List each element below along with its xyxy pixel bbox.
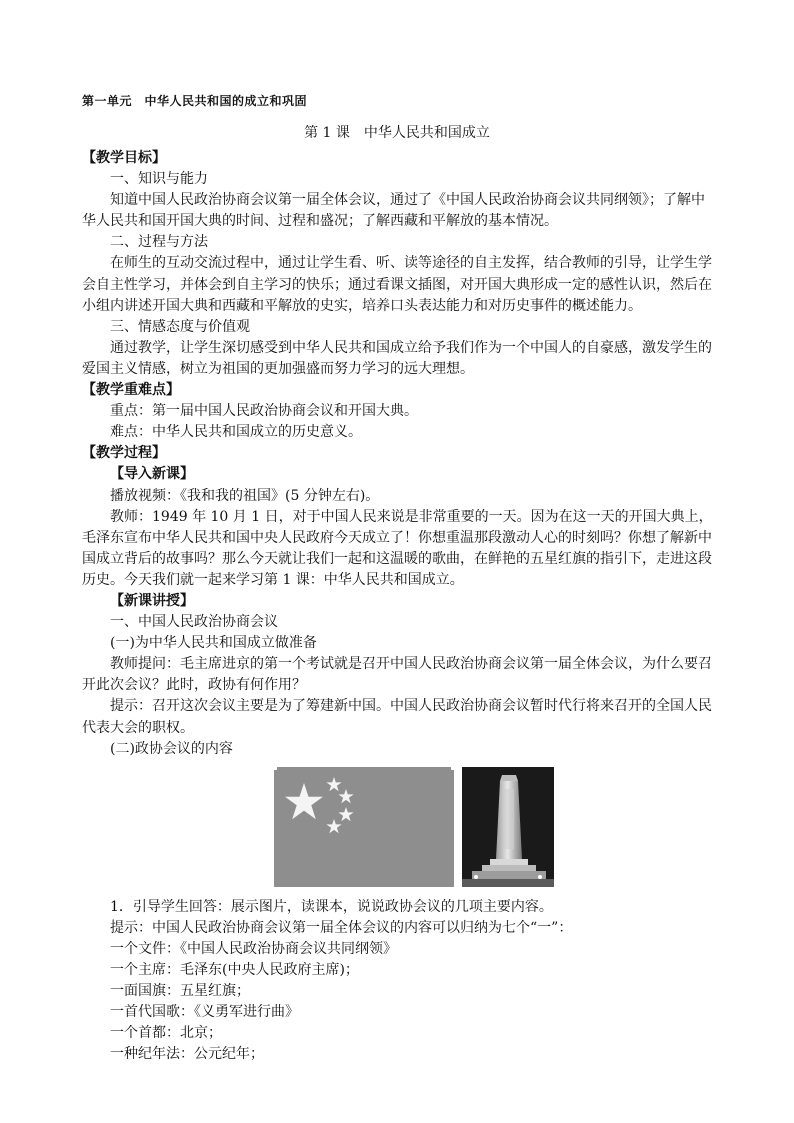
paragraph: 播放视频：《我和我的祖国》(5 分钟左右)。 — [110, 487, 380, 504]
paragraph: 提示：中国人民政治协商会议第一届全体会议的内容可以归纳为七个“一”： — [110, 919, 573, 936]
paragraph: 一、中国人民政治协商会议 — [110, 614, 278, 631]
paragraph: 【新课讲授】 — [110, 592, 194, 609]
paragraph: 一面国旗：五星红旗； — [110, 983, 250, 1000]
paragraph: 【导入新课】 — [110, 466, 194, 483]
paragraph: 二、过程与方法 — [110, 234, 208, 251]
paragraph: 教师提问：毛主席进京的第一个考试就是召开中国人民政治协商会议第一届全体会议，为什么要召开此次会议？此时，政协有何作用？ — [82, 656, 712, 694]
paragraph: 【教学目标】 — [82, 150, 166, 166]
flag-image — [274, 767, 454, 887]
paragraph: 在师生的互动交流过程中，通过让学生看、听、读等途径的自主发挥，结合教师的引导，让学生学会自主性学习，并体会到自主学习的快乐；通过看课文插图，对开国大典形成一定的感性认识，然后在小组内讲述开国大典和西藏和平解放的史实，培养口头表达能力和对历史事件的概述能力。 — [82, 255, 712, 314]
paragraph: 1．引导学生回答：展示图片，读课本，说说政协会议的几项主要内容。 — [110, 898, 553, 915]
paragraph: (一)为中华人民共和国成立做准备 — [110, 635, 317, 652]
figure-row — [82, 765, 718, 893]
paragraph: 知道中国人民政治协商会议第一届全体会议，通过了《中国人民政治协商会议共同纲领》；了解中华人民共和国开国大典的时间、过程和盛况；了解西藏和平解放的基本情况。 — [82, 192, 705, 230]
body-part-2 — [82, 897, 718, 1066]
paragraph: 提示：召开这次会议主要是为了筹建新中国。中国人民政治协商会议暂时代行将来召开的全国人民代表大会的职权。 — [82, 698, 712, 736]
paragraph: 一种纪年法：公元纪年； — [110, 1046, 264, 1063]
paragraph: 一首代国歌：《义勇军进行曲》 — [110, 1004, 299, 1021]
paragraph: 一个首都：北京； — [110, 1025, 222, 1042]
paragraph: 三、情感态度与价值观 — [110, 318, 250, 335]
unit-heading: 第一单元 中华人民共和国的成立和巩固 — [82, 94, 308, 108]
lesson-title: 第 1 课 中华人民共和国成立 — [304, 125, 490, 141]
body-part-1 — [82, 148, 718, 760]
document-body — [82, 148, 718, 1065]
paragraph: 通过教学，让学生深切感受到中华人民共和国成立给予我们作为一个中国人的自豪感，激发学生的爱国主义情感，树立为祖国的更加强盛而努力学习的远大理想。 — [82, 339, 712, 377]
paragraph: 重点：第一届中国人民政治协商会议和开国大典。 — [110, 403, 418, 420]
paragraph: (二)政协会议的内容 — [110, 740, 233, 757]
paragraph: 一个文件：《中国人民政治协商会议共同纲领》 — [110, 940, 397, 957]
paragraph: 【教学重难点】 — [82, 382, 180, 399]
paragraph: 教师：1949 年 10 月 1 日，对于中国人民来说是非常重要的一天。因为在这一天的开国大典上，毛泽东宣布中华人民共和国中央人民政府今天成立了！你想重温那段激动人心的时刻吗？你想了解新中国成立背后的故事吗？那么今天就让我们一起和这温暖的歌曲，在鲜艳的五星红旗的指引下，走进这段历史。今天我们就一起来学习第 1 课：中华人民共和国成立。 — [82, 508, 713, 588]
paragraph: 【教学过程】 — [82, 445, 166, 462]
paragraph: 难点：中华人民共和国成立的历史意义。 — [110, 424, 362, 441]
paragraph: 一、知识与能力 — [110, 171, 208, 188]
paragraph: 一个主席：毛泽东(中央人民政府主席)； — [110, 962, 359, 978]
monument-image — [462, 767, 554, 887]
